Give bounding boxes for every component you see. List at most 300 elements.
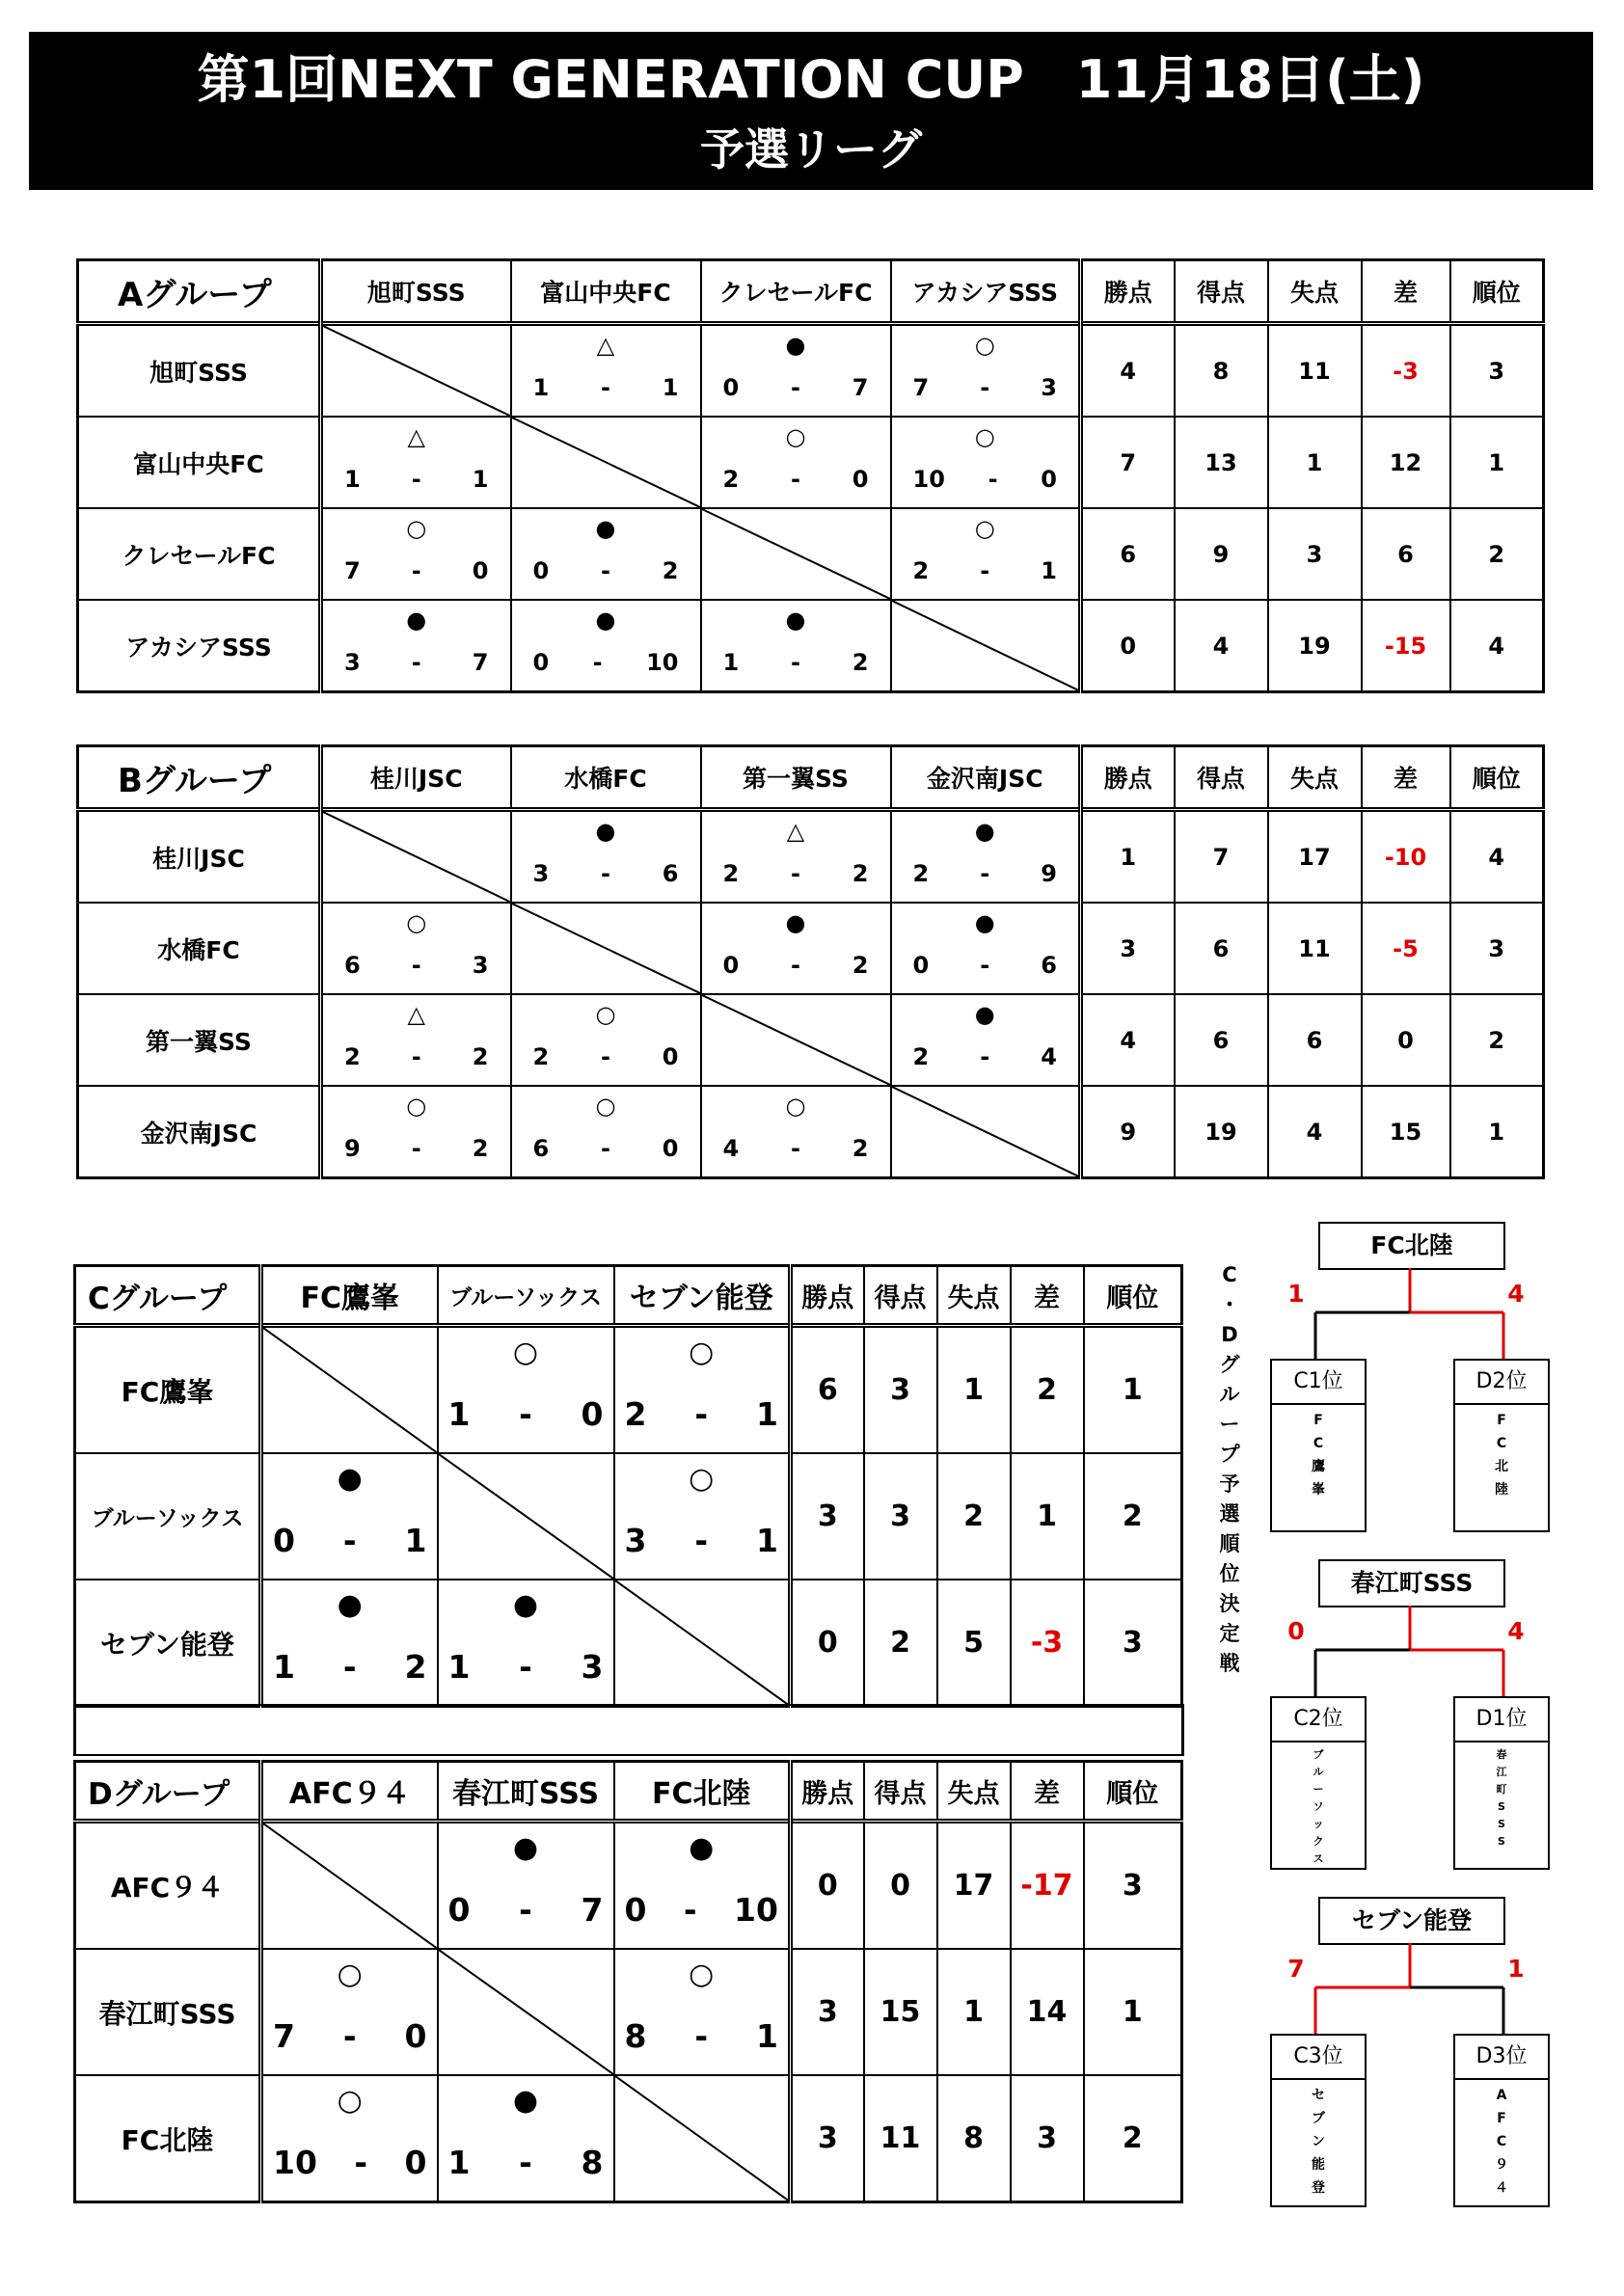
score-dash: - bbox=[980, 860, 990, 887]
away-score: 10 bbox=[646, 649, 679, 676]
slot-team-char: ９ bbox=[1495, 2157, 1508, 2173]
result-symbol: △ bbox=[786, 818, 805, 845]
stat-header: 失点 bbox=[1268, 746, 1362, 810]
stat-value: 4 bbox=[1081, 324, 1175, 418]
slot-team-char: ブ bbox=[1312, 2111, 1325, 2126]
column-team-header: FC鷹峯 bbox=[261, 1266, 438, 1326]
left-score: 1 bbox=[1287, 1280, 1305, 1308]
away-score: 3 bbox=[472, 952, 489, 979]
left-score: 7 bbox=[1287, 1955, 1305, 1983]
playoff-title-char: 決 bbox=[1219, 1592, 1240, 1615]
score-dash: - bbox=[519, 1891, 532, 1929]
playoff-title-char: 戦 bbox=[1219, 1652, 1240, 1675]
playoff-match bbox=[1270, 1222, 1550, 1569]
playoff-winner: セブン能登 bbox=[1318, 1897, 1505, 1945]
stat-value: 11 bbox=[1268, 903, 1362, 994]
self-match-cell bbox=[261, 1326, 438, 1454]
score-dash: - bbox=[601, 1043, 610, 1070]
match-score bbox=[323, 466, 510, 493]
slot-team bbox=[1455, 1742, 1548, 1850]
slot-team-char: F bbox=[1313, 1413, 1323, 1428]
match-score bbox=[439, 1395, 613, 1433]
stat-value: 3 bbox=[864, 1326, 937, 1454]
self-match-cell bbox=[701, 508, 891, 600]
match-result-cell bbox=[891, 324, 1081, 418]
home-score: 0 bbox=[532, 557, 550, 584]
stat-value: 6 bbox=[1175, 903, 1268, 994]
score-dash: - bbox=[342, 1522, 357, 1559]
stat-header: 差 bbox=[1362, 260, 1450, 324]
stat-value: 2 bbox=[1084, 1453, 1182, 1580]
stat-value: 3 bbox=[1081, 903, 1175, 994]
column-team-header: 第一翼SS bbox=[701, 746, 891, 810]
match-score bbox=[323, 557, 510, 584]
match-result-cell bbox=[701, 903, 891, 994]
stat-header: 勝点 bbox=[1081, 746, 1175, 810]
home-score: 0 bbox=[722, 952, 740, 979]
score-dash: - bbox=[791, 374, 800, 401]
match-score bbox=[439, 1648, 613, 1686]
away-score: 2 bbox=[662, 557, 679, 584]
home-score: 2 bbox=[912, 860, 930, 887]
match-result-cell bbox=[321, 903, 511, 994]
match-score bbox=[892, 952, 1079, 979]
diagonal-slash bbox=[615, 1580, 789, 1705]
stat-value: 3 bbox=[1268, 508, 1362, 600]
result-symbol: ○ bbox=[785, 423, 806, 450]
match-score bbox=[323, 952, 510, 979]
match-result-cell bbox=[261, 1453, 438, 1580]
away-score: 2 bbox=[852, 860, 869, 887]
left-score: 0 bbox=[1287, 1617, 1305, 1645]
result-symbol: ● bbox=[595, 818, 616, 845]
page-title: 第1回NEXT GENERATION CUP 11月18日(土) bbox=[197, 49, 1425, 110]
slot-team-char: C bbox=[1496, 1436, 1507, 1451]
stat-value: 15 bbox=[1362, 1086, 1450, 1178]
diagonal-slash bbox=[702, 509, 890, 599]
slot-team-char: S bbox=[1498, 1818, 1505, 1830]
home-score: 0 bbox=[447, 1891, 471, 1929]
playoff-title-char: 位 bbox=[1219, 1562, 1240, 1585]
right-slot-card bbox=[1453, 2034, 1550, 2207]
match-score bbox=[263, 1648, 437, 1686]
diagonal-slash bbox=[892, 1087, 1079, 1176]
stat-value: 9 bbox=[1175, 508, 1268, 600]
result-symbol: ○ bbox=[406, 1093, 427, 1120]
match-score bbox=[263, 2144, 437, 2181]
slot-team-char: ル bbox=[1313, 1766, 1324, 1778]
stat-value: 2 bbox=[937, 1453, 1011, 1580]
result-symbol: ● bbox=[337, 1588, 363, 1622]
playoff-match bbox=[1270, 1897, 1550, 2244]
away-score: 2 bbox=[404, 1648, 427, 1686]
column-team-header: 富山中央FC bbox=[511, 260, 701, 324]
score-dash: - bbox=[683, 1891, 697, 1929]
self-match-cell bbox=[614, 2075, 791, 2202]
stat-value: 1 bbox=[937, 1949, 1011, 2075]
match-result-cell bbox=[511, 994, 701, 1086]
slot-team bbox=[1272, 1405, 1365, 1501]
score-dash: - bbox=[980, 557, 990, 584]
away-score: 0 bbox=[662, 1135, 679, 1162]
stat-value: 2 bbox=[1011, 1326, 1084, 1454]
away-score: 3 bbox=[1041, 374, 1057, 401]
diagonal-slash bbox=[615, 2076, 789, 2201]
score-dash: - bbox=[411, 1135, 421, 1162]
column-team-header: 桂川JSC bbox=[321, 746, 511, 810]
left-slot-card bbox=[1270, 1696, 1367, 1870]
stat-value: 17 bbox=[937, 1822, 1011, 1950]
playoff-winner: FC北陸 bbox=[1318, 1222, 1505, 1270]
result-symbol: ● bbox=[595, 607, 616, 634]
home-score: 1 bbox=[344, 466, 361, 493]
score-dash: - bbox=[988, 466, 998, 493]
result-symbol: ● bbox=[785, 332, 806, 359]
playoff-winner: 春江町SSS bbox=[1318, 1559, 1505, 1607]
page-header bbox=[29, 32, 1593, 190]
diagonal-slash bbox=[263, 1328, 437, 1452]
match-result-cell bbox=[701, 1086, 891, 1178]
stat-header: 順位 bbox=[1084, 1266, 1182, 1326]
stat-value: 3 bbox=[1450, 324, 1544, 418]
home-score: 3 bbox=[344, 649, 361, 676]
stat-value: 1 bbox=[1268, 417, 1362, 508]
match-score bbox=[263, 2017, 437, 2055]
stat-value: 1 bbox=[937, 1326, 1011, 1454]
group-name: Aグループ bbox=[78, 260, 321, 324]
away-score: 8 bbox=[581, 2144, 604, 2181]
score-dash: - bbox=[592, 649, 603, 676]
diagonal-slash bbox=[702, 995, 890, 1085]
home-score: 7 bbox=[344, 557, 361, 584]
stat-value: 3 bbox=[1011, 2075, 1084, 2202]
score-dash: - bbox=[411, 649, 421, 676]
stat-header: 差 bbox=[1362, 746, 1450, 810]
stat-header: 順位 bbox=[1084, 1762, 1182, 1822]
score-dash: - bbox=[342, 1648, 357, 1686]
result-symbol: ● bbox=[406, 607, 427, 634]
playoff-title-char: 予 bbox=[1219, 1472, 1240, 1496]
match-score bbox=[615, 2017, 789, 2055]
stat-value: 11 bbox=[1268, 324, 1362, 418]
right-slot-card bbox=[1453, 1696, 1550, 1870]
playoff-title-char: 選 bbox=[1219, 1502, 1240, 1526]
result-symbol: ○ bbox=[689, 1462, 715, 1496]
home-score: 4 bbox=[722, 1135, 740, 1162]
stat-value: 0 bbox=[864, 1822, 937, 1950]
result-symbol: ○ bbox=[689, 1958, 715, 1991]
stat-value: 3 bbox=[864, 1453, 937, 1580]
away-score: 0 bbox=[1041, 466, 1057, 493]
stat-value: 14 bbox=[1011, 1949, 1084, 2075]
home-score: 3 bbox=[624, 1522, 647, 1559]
match-result-cell bbox=[891, 417, 1081, 508]
table-row bbox=[78, 994, 1544, 1086]
table-row bbox=[78, 600, 1544, 692]
away-score: 0 bbox=[472, 557, 489, 584]
table-row bbox=[78, 508, 1544, 600]
stat-value: 1 bbox=[1450, 1086, 1544, 1178]
match-score bbox=[892, 557, 1079, 584]
match-score bbox=[702, 952, 890, 979]
stat-value: 1 bbox=[1011, 1453, 1084, 1580]
stat-header: 勝点 bbox=[1081, 260, 1175, 324]
home-score: 0 bbox=[912, 952, 930, 979]
match-score bbox=[512, 557, 700, 584]
score-dash: - bbox=[342, 2017, 357, 2055]
league-table bbox=[73, 1760, 1183, 2203]
stat-value: 0 bbox=[1081, 600, 1175, 692]
slot-team-char: F bbox=[1497, 1413, 1506, 1428]
score-dash: - bbox=[791, 1135, 800, 1162]
away-score: 0 bbox=[404, 2017, 427, 2055]
slot-team-char: 江 bbox=[1496, 1766, 1507, 1778]
match-score bbox=[439, 1891, 613, 1929]
match-score bbox=[702, 860, 890, 887]
match-result-cell bbox=[614, 1822, 791, 1950]
match-result-cell bbox=[438, 1326, 614, 1454]
stat-value: 2 bbox=[1450, 994, 1544, 1086]
match-result-cell bbox=[511, 1086, 701, 1178]
stat-value: -3 bbox=[1011, 1580, 1084, 1707]
home-score: 2 bbox=[624, 1395, 647, 1433]
away-score: 1 bbox=[404, 1522, 427, 1559]
result-symbol: ● bbox=[689, 1831, 715, 1865]
slot-team-char: ソ bbox=[1313, 1800, 1324, 1813]
left-slot-card bbox=[1270, 2034, 1367, 2207]
away-score: 3 bbox=[581, 1648, 604, 1686]
match-result-cell bbox=[891, 903, 1081, 994]
result-symbol: △ bbox=[407, 423, 425, 450]
column-team-header: セブン能登 bbox=[614, 1266, 791, 1326]
stat-header: 得点 bbox=[864, 1266, 937, 1326]
group-separator bbox=[73, 1704, 1184, 1756]
right-score: 4 bbox=[1507, 1617, 1525, 1645]
match-score bbox=[702, 374, 890, 401]
column-team-header: FC北陸 bbox=[614, 1762, 791, 1822]
stat-header: 勝点 bbox=[791, 1762, 864, 1822]
slot-team bbox=[1272, 1742, 1365, 1868]
stat-value: 0 bbox=[791, 1822, 864, 1950]
home-score: 2 bbox=[912, 557, 930, 584]
home-score: 2 bbox=[722, 860, 740, 887]
league-table bbox=[76, 258, 1545, 693]
score-dash: - bbox=[411, 952, 421, 979]
match-result-cell bbox=[321, 508, 511, 600]
stat-value: 7 bbox=[1081, 417, 1175, 508]
match-score bbox=[892, 860, 1079, 887]
match-result-cell bbox=[321, 994, 511, 1086]
result-symbol: ○ bbox=[785, 1093, 806, 1120]
stat-header: 差 bbox=[1011, 1266, 1084, 1326]
home-score: 1 bbox=[532, 374, 550, 401]
score-dash: - bbox=[694, 2017, 709, 2055]
home-score: 0 bbox=[532, 649, 550, 676]
match-score bbox=[323, 1043, 510, 1070]
match-score bbox=[323, 649, 510, 676]
stat-value: 3 bbox=[1084, 1822, 1182, 1950]
match-score bbox=[615, 1522, 789, 1559]
table-row bbox=[75, 1580, 1182, 1707]
stat-header: 失点 bbox=[1268, 260, 1362, 324]
slot-team-char: S bbox=[1498, 1800, 1505, 1813]
table-row bbox=[75, 1822, 1182, 1950]
result-symbol: ○ bbox=[689, 1336, 715, 1369]
slot-team-char: 能 bbox=[1312, 2157, 1325, 2173]
result-symbol: ○ bbox=[512, 1336, 539, 1369]
match-score bbox=[892, 466, 1079, 493]
stat-header: 順位 bbox=[1450, 746, 1544, 810]
away-score: 0 bbox=[662, 1043, 679, 1070]
stat-header: 得点 bbox=[1175, 746, 1268, 810]
match-result-cell bbox=[321, 417, 511, 508]
match-score bbox=[615, 1395, 789, 1433]
slot-team-char: ー bbox=[1313, 1783, 1324, 1796]
result-symbol: ● bbox=[595, 515, 616, 542]
score-dash: - bbox=[519, 1648, 532, 1686]
stat-value: -3 bbox=[1362, 324, 1450, 418]
match-result-cell bbox=[891, 508, 1081, 600]
home-score: 1 bbox=[447, 1395, 471, 1433]
group-c-table bbox=[73, 1264, 1183, 1708]
match-result-cell bbox=[614, 1453, 791, 1580]
slot-label: D2位 bbox=[1455, 1361, 1548, 1405]
playoff-title-char: プ bbox=[1219, 1443, 1240, 1466]
self-match-cell bbox=[438, 1453, 614, 1580]
match-result-cell bbox=[438, 1580, 614, 1707]
row-team-name: FC北陸 bbox=[75, 2075, 261, 2202]
playoff-match bbox=[1270, 1559, 1550, 1906]
away-score: 0 bbox=[404, 2144, 427, 2181]
home-score: 0 bbox=[722, 374, 740, 401]
column-team-header: アカシアSSS bbox=[891, 260, 1081, 324]
stat-value: 3 bbox=[1084, 1580, 1182, 1707]
score-dash: - bbox=[694, 1522, 709, 1559]
home-score: 2 bbox=[912, 1043, 930, 1070]
home-score: 8 bbox=[624, 2017, 647, 2055]
away-score: 1 bbox=[756, 1395, 778, 1433]
table-row bbox=[75, 1326, 1182, 1454]
row-team-name: アカシアSSS bbox=[78, 600, 321, 692]
stat-value: 4 bbox=[1450, 600, 1544, 692]
playoff-title-char: C bbox=[1222, 1263, 1237, 1286]
stat-value: 1 bbox=[1084, 1326, 1182, 1454]
away-score: 1 bbox=[756, 1522, 778, 1559]
diagonal-slash bbox=[439, 1950, 613, 2074]
match-score bbox=[323, 1135, 510, 1162]
playoff-title-char: グ bbox=[1219, 1353, 1240, 1376]
home-score: 10 bbox=[912, 466, 945, 493]
match-score bbox=[512, 649, 700, 676]
match-result-cell bbox=[321, 1086, 511, 1178]
playoff-title-char: ・ bbox=[1219, 1293, 1240, 1316]
score-dash: - bbox=[791, 860, 800, 887]
slot-team-char: 峯 bbox=[1312, 1482, 1325, 1498]
result-symbol: ○ bbox=[595, 1001, 616, 1028]
playoff-title-char: ル bbox=[1219, 1383, 1240, 1406]
away-score: 2 bbox=[472, 1135, 489, 1162]
slot-team-char: 町 bbox=[1496, 1783, 1507, 1796]
away-score: 4 bbox=[1041, 1043, 1057, 1070]
stat-value: 11 bbox=[864, 2075, 937, 2202]
group-a-table bbox=[76, 258, 1545, 693]
away-score: 2 bbox=[852, 649, 869, 676]
home-score: 3 bbox=[532, 860, 550, 887]
slot-team-char: ン bbox=[1312, 2134, 1325, 2149]
away-score: 6 bbox=[1041, 952, 1057, 979]
home-score: 2 bbox=[532, 1043, 550, 1070]
stat-value: 12 bbox=[1362, 417, 1450, 508]
away-score: 1 bbox=[472, 466, 489, 493]
slot-team-char: ッ bbox=[1313, 1818, 1324, 1830]
slot-team-char: 北 bbox=[1495, 1459, 1508, 1474]
stat-value: 6 bbox=[1175, 994, 1268, 1086]
match-score bbox=[439, 2144, 613, 2181]
home-score: 6 bbox=[532, 1135, 550, 1162]
right-score: 1 bbox=[1507, 1955, 1525, 1983]
home-score: 9 bbox=[344, 1135, 361, 1162]
match-result-cell bbox=[511, 810, 701, 904]
column-team-header: クレセールFC bbox=[701, 260, 891, 324]
row-team-name: FC鷹峯 bbox=[75, 1326, 261, 1454]
table-row bbox=[75, 2075, 1182, 2202]
diagonal-slash bbox=[892, 601, 1079, 690]
table-row bbox=[75, 1453, 1182, 1580]
slot-team-char: ブ bbox=[1313, 1748, 1324, 1761]
playoff-title bbox=[1210, 1260, 1249, 1679]
result-symbol: ● bbox=[974, 909, 995, 936]
home-score: 1 bbox=[447, 1648, 471, 1686]
slot-team-char: C bbox=[1313, 1436, 1324, 1451]
match-score bbox=[702, 649, 890, 676]
home-score: 2 bbox=[344, 1043, 361, 1070]
away-score: 0 bbox=[581, 1395, 604, 1433]
match-result-cell bbox=[891, 994, 1081, 1086]
diagonal-slash bbox=[323, 812, 510, 902]
away-score: 9 bbox=[1041, 860, 1057, 887]
stat-value: 19 bbox=[1175, 1086, 1268, 1178]
match-result-cell bbox=[511, 508, 701, 600]
slot-team-char: C bbox=[1496, 2134, 1507, 2149]
score-dash: - bbox=[980, 1043, 990, 1070]
stat-value: 3 bbox=[791, 2075, 864, 2202]
slot-team-char: S bbox=[1498, 1835, 1505, 1848]
match-result-cell bbox=[438, 2075, 614, 2202]
home-score: 7 bbox=[273, 2017, 295, 2055]
playoff-title-char: 順 bbox=[1219, 1532, 1240, 1555]
match-score bbox=[512, 374, 700, 401]
result-symbol: ○ bbox=[406, 515, 427, 542]
row-team-name: クレセールFC bbox=[78, 508, 321, 600]
group-name: Bグループ bbox=[78, 746, 321, 810]
page-subtitle: 予選リーグ bbox=[700, 123, 922, 176]
diagonal-slash bbox=[263, 1823, 437, 1948]
stat-value: 4 bbox=[1268, 1086, 1362, 1178]
slot-team-char: F bbox=[1497, 2111, 1506, 2126]
match-score bbox=[615, 1891, 789, 1929]
table-row bbox=[75, 1949, 1182, 2075]
row-team-name: 富山中央FC bbox=[78, 417, 321, 508]
stat-value: 3 bbox=[791, 1949, 864, 2075]
stat-value: 2 bbox=[1450, 508, 1544, 600]
group-d-table bbox=[73, 1760, 1183, 2203]
row-team-name: AFC９４ bbox=[75, 1822, 261, 1950]
stat-value: 4 bbox=[1081, 994, 1175, 1086]
match-result-cell bbox=[511, 600, 701, 692]
slot-team-char: 陸 bbox=[1495, 1482, 1508, 1498]
match-result-cell bbox=[701, 324, 891, 418]
column-team-header: 旭町SSS bbox=[321, 260, 511, 324]
